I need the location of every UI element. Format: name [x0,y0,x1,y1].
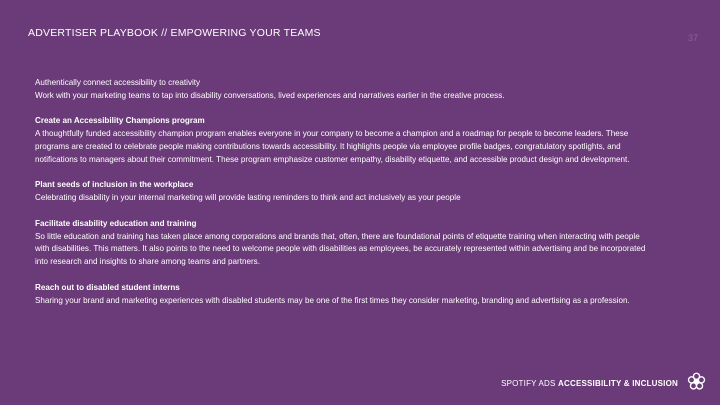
page-number: 37 [687,33,698,43]
section-body: Work with your marketing teams to tap into disability conversations, lived experiences and narratives earlier in the creative process. [35,90,505,100]
section-body: So little education and training has taken place among corporations and brands that, often, there are foundational points of etiquette training when interacting with people with disabilities. This matters. It also points to the need to welcome people with disabilities as employees, be accurately represented within advertising and be incorporated into research and insights to share among teams and partners. [35,231,646,267]
section-heading: Facilitate disability education and training [35,218,197,228]
footer-tagline: ACCESSIBILITY & INCLUSION [558,379,678,388]
section-heading: Create an Accessibility Champions program [35,116,205,126]
section-interns [35,282,655,308]
header-title: ADVERTISER PLAYBOOK // EMPOWERING YOUR TEAMS [28,27,321,39]
section-education [35,218,655,269]
section-creativity [35,77,655,103]
section-body: Celebrating disability in your internal marketing will provide lasting reminders to think and act inclusively as your people [35,193,461,203]
footer-brand: SPOTIFY ADS [501,379,556,388]
footer-branding [501,379,678,388]
section-inclusion [35,179,655,205]
section-heading: Reach out to disabled student interns [35,282,180,292]
section-body: A thoughtfully funded accessibility champion program enables everyone in your company to become a champion and a roadmap for people to become leaders. These programs are created to celebrate people making contributions towards accessibility. It highlights people via employee profile badges, congratulatory spotlights, and notifications to managers about their commitment. These program emphasize customer empathy, disability etiquette, and accessible product design and development. [35,129,630,164]
content-body [35,77,655,320]
section-heading: Authentically connect accessibility to creativity [35,78,201,87]
inclusion-flower-icon [687,372,706,391]
section-body: Sharing your brand and marketing experiences with disabled students may be one of the first times they consider marketing, branding and advertising as a profession. [35,295,630,305]
section-heading: Plant seeds of inclusion in the workplace [35,180,194,190]
section-champions [35,115,655,166]
